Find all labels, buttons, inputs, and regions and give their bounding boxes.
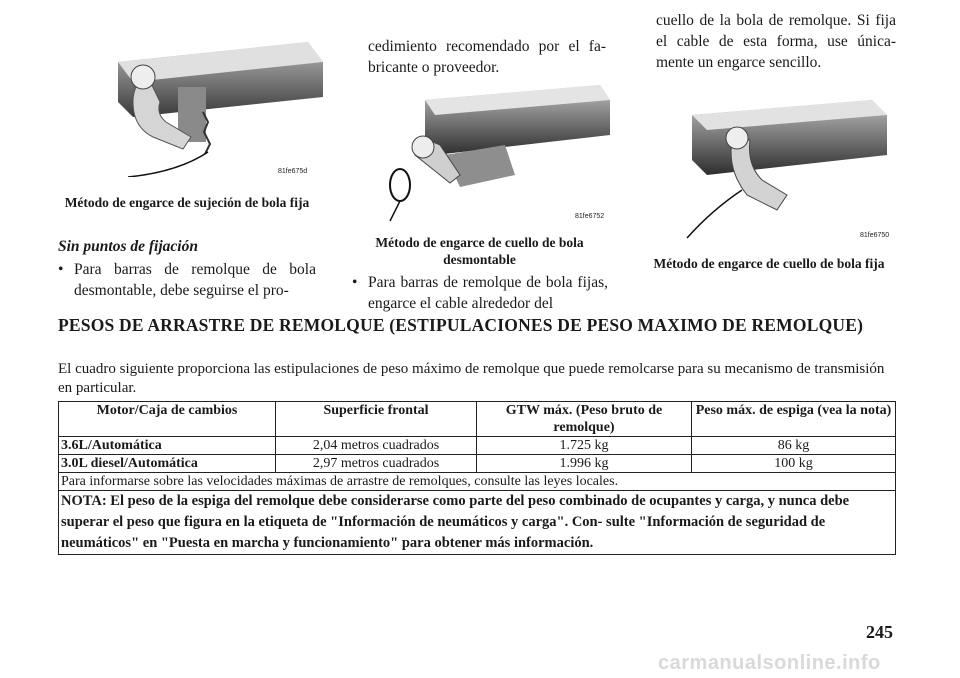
- table-row: [59, 437, 896, 455]
- table-cell: 86 kg: [692, 437, 896, 455]
- bullet-text: Para barras de remolque de bola desmontable, debe seguirse el pro-: [74, 261, 316, 299]
- watermark: carmanualsonline.info: [658, 652, 881, 674]
- table-cell: 100 kg: [692, 455, 896, 473]
- column-header: Motor/Caja de cambios: [59, 402, 276, 437]
- paragraph-continuation: cuello de la bola de remolque. Si fija el cable de esta forma, use única- mente un engarce sencillo.: [656, 12, 896, 71]
- page-number: 245: [866, 622, 893, 642]
- table-note-row: [59, 491, 896, 555]
- removable-ball-neck-hitch-illustration-icon: [375, 85, 615, 225]
- table-cell: 3.6L/Automática: [59, 437, 276, 455]
- bullet-text: Para barras de remolque de bola fijas, engarce el cable alrededor del: [368, 274, 608, 312]
- table-row: [59, 455, 896, 473]
- bullet-icon: •: [352, 274, 358, 291]
- table-cell: 1.725 kg: [477, 437, 692, 455]
- table-note: NOTA: El peso de la espiga del remolque debe considerarse como parte del peso combinado de ocupantes y carga, y nunca debe superar el peso que figura en la etiqueta de "Información de neumáticos y carga". Con- sulte "Información de seguridad de neumáticos" en "Puesta en marcha y funcionamiento" para obtener más información.: [59, 491, 896, 555]
- table-cell: 2,04 metros cuadrados: [276, 437, 477, 455]
- figure-fixed-ball-hitch: [108, 42, 328, 177]
- figure-fixed-ball-neck: [672, 100, 892, 240]
- table-footer: Para informarse sobre las velocidades máximas de arrastre de remolques, consulte las leyes locales.: [59, 473, 896, 491]
- towing-weights-table: [58, 401, 896, 555]
- bullet-icon: •: [58, 261, 64, 278]
- column-header: Peso máx. de espiga (vea la nota): [692, 402, 896, 437]
- bullet-item: [58, 259, 316, 301]
- fixed-ball-neck-hitch-illustration-icon: [672, 100, 892, 240]
- table-cell: 1.996 kg: [477, 455, 692, 473]
- fixed-ball-hitch-illustration-icon: [108, 42, 328, 177]
- figure-code: 81fe6752: [575, 213, 605, 220]
- subheading: Sin puntos de fijación: [58, 238, 198, 255]
- figure-caption: Método de engarce de cuello de bola fija: [653, 256, 885, 271]
- table-cell: 2,97 metros cuadrados: [276, 455, 477, 473]
- table-footer-row: [59, 473, 896, 491]
- figure-removable-ball-neck: [375, 85, 615, 225]
- column-header: Superficie frontal: [276, 402, 477, 437]
- table-cell: 3.0L diesel/Automática: [59, 455, 276, 473]
- figure-code: 81fe675d: [278, 168, 308, 175]
- column-header: GTW máx. (Peso bruto de remolque): [477, 402, 692, 437]
- section-intro: El cuadro siguiente proporciona las estipulaciones de peso máximo de remolque que puede remolcarse para su mecanismo de transmisión en particular.: [58, 361, 885, 396]
- figure-caption: Método de engarce de cuello de bola desmontable: [375, 235, 584, 267]
- figure-code: 81fe6750: [860, 232, 890, 239]
- bullet-item: [352, 272, 608, 314]
- paragraph-continuation: cedimiento recomendado por el fa- bricante o proveedor.: [368, 38, 606, 76]
- section-title: PESOS DE ARRASTRE DE REMOLQUE (ESTIPULACIONES DE PESO MAXIMO DE REMOLQUE): [58, 315, 864, 335]
- figure-caption: Método de engarce de sujeción de bola fija: [64, 195, 310, 210]
- table-header-row: [59, 402, 896, 437]
